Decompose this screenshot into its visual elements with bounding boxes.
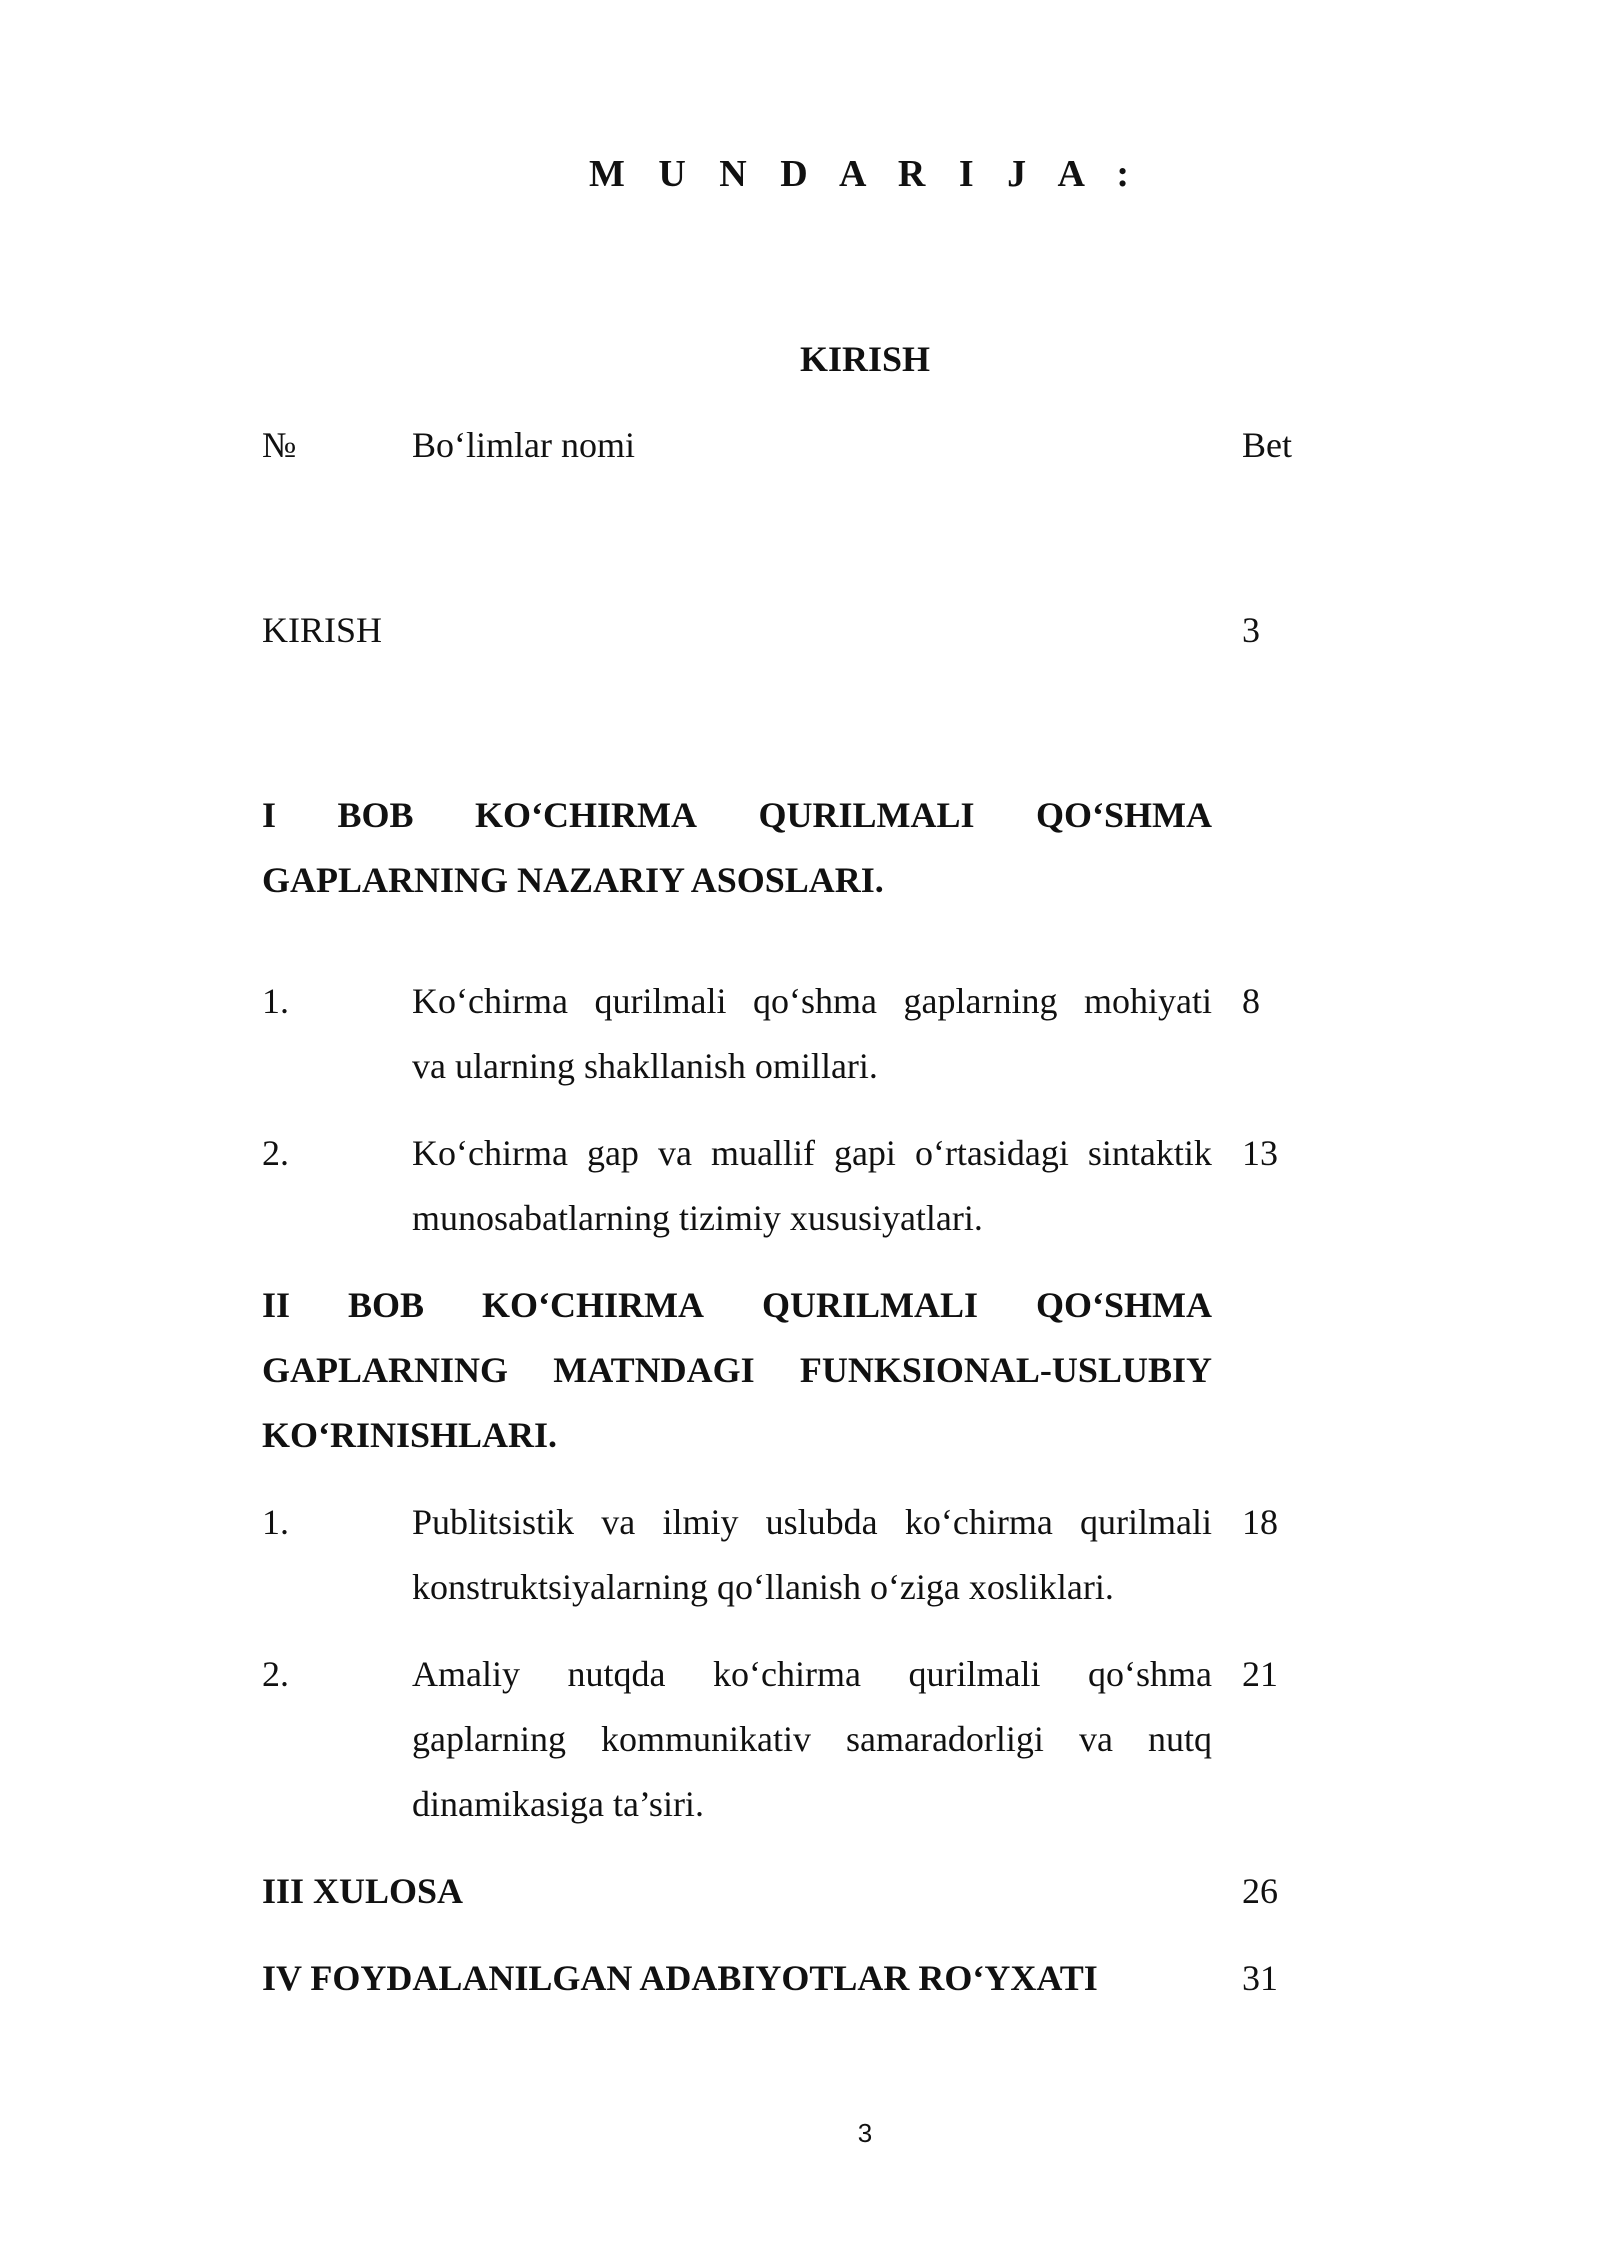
ch2-sec1-title-line1 bbox=[412, 1490, 1212, 1555]
ch1-sec2-page: 13 bbox=[1242, 1133, 1278, 1173]
ch2-sec1-number: 1. bbox=[262, 1502, 289, 1542]
toc-word: Ko‘chirma bbox=[412, 981, 568, 1021]
ch2-sec1-page: 18 bbox=[1242, 1502, 1278, 1542]
toc-word: o‘rtasidagi bbox=[914, 1133, 1069, 1173]
toc-word: va bbox=[657, 1133, 692, 1173]
ch2-sec2-title-line3: dinamikasiga ta’siri. bbox=[412, 1784, 704, 1824]
document-title: M U N D A R I J A : bbox=[588, 153, 1142, 195]
ch2-sec2-number: 2. bbox=[262, 1654, 289, 1694]
toc-word: qurilmali bbox=[1080, 1502, 1212, 1542]
toc-word: Ko‘chirma bbox=[412, 1133, 568, 1173]
number-column-header: № bbox=[262, 425, 297, 465]
page-column-header: Bet bbox=[1242, 425, 1292, 465]
ch1-sec2-title-line2: munosabatlarning tizimiy xususiyatlari. bbox=[412, 1198, 983, 1238]
chapter1-heading-line1 bbox=[262, 783, 1212, 848]
toc-word: muallif bbox=[710, 1133, 815, 1173]
chapter2-heading-word: II bbox=[262, 1285, 291, 1325]
toc-word: ko‘chirma bbox=[713, 1654, 861, 1694]
ch1-sec1-title-line2: va ularning shakllanish omillari. bbox=[412, 1046, 878, 1086]
chapter1-heading-word: KO‘CHIRMA bbox=[475, 795, 697, 835]
chapter1-heading-word: QURILMALI bbox=[758, 795, 975, 835]
toc-word: ko‘chirma bbox=[904, 1502, 1053, 1542]
ch2-sec1-title-line2: konstruktsiyalarning qo‘llanish o‘ziga xosliklari. bbox=[412, 1567, 1114, 1607]
ch2-sec2-title-line2 bbox=[412, 1707, 1212, 1772]
chapter1-heading-word: I bbox=[262, 795, 277, 835]
toc-word: Publitsistik bbox=[412, 1502, 575, 1542]
toc-word: gapi bbox=[833, 1133, 896, 1173]
intro-heading: KIRISH bbox=[799, 339, 931, 379]
toc-word: kommunikativ bbox=[600, 1719, 811, 1759]
toc-references-label: IV FOYDALANILGAN ADABIYOTLAR RO‘YXATI bbox=[262, 1958, 1098, 1998]
toc-intro-label: KIRISH bbox=[262, 610, 383, 650]
toc-word: mohiyati bbox=[1083, 981, 1212, 1021]
toc-word: qurilmali bbox=[594, 981, 727, 1021]
toc-word: sintaktik bbox=[1087, 1133, 1212, 1173]
ch1-sec1-number: 1. bbox=[262, 981, 289, 1021]
toc-word: qurilmali bbox=[908, 1654, 1041, 1694]
ch1-sec2-title-line1 bbox=[412, 1121, 1212, 1186]
toc-word: qo‘shma bbox=[1088, 1654, 1212, 1694]
toc-word: va bbox=[1078, 1719, 1113, 1759]
toc-intro-page: 3 bbox=[1242, 610, 1260, 650]
chapter2-heading-line2 bbox=[262, 1338, 1212, 1403]
toc-conclusion-page: 26 bbox=[1242, 1871, 1278, 1911]
chapter1-heading-word: QO‘SHMA bbox=[1036, 795, 1212, 835]
toc-word: gaplarning bbox=[412, 1719, 566, 1759]
chapter2-heading-word: KO‘CHIRMA bbox=[482, 1285, 704, 1325]
ch2-sec2-title-line1 bbox=[412, 1642, 1212, 1707]
chapter2-heading-word: QURILMALI bbox=[761, 1285, 978, 1325]
chapter2-heading-word: MATNDAGI bbox=[553, 1350, 755, 1390]
toc-word: Amaliy bbox=[412, 1654, 520, 1694]
chapter1-heading-line2: GAPLARNING NAZARIY ASOSLARI. bbox=[262, 860, 884, 900]
toc-word: nutq bbox=[1147, 1719, 1212, 1759]
chapter2-heading-word: FUNKSIONAL-USLUBIY bbox=[799, 1350, 1212, 1390]
toc-word: nutqda bbox=[567, 1654, 666, 1694]
toc-references-page: 31 bbox=[1242, 1958, 1278, 1998]
chapter2-heading-word: BOB bbox=[348, 1285, 425, 1325]
chapter2-heading-word: QO‘SHMA bbox=[1035, 1285, 1212, 1325]
ch1-sec2-number: 2. bbox=[262, 1133, 289, 1173]
chapter1-heading-word: BOB bbox=[337, 795, 414, 835]
ch1-sec1-page: 8 bbox=[1242, 981, 1260, 1021]
toc-word: va bbox=[601, 1502, 636, 1542]
name-column-header: Bo‘limlar nomi bbox=[412, 425, 635, 465]
toc-word: gap bbox=[586, 1133, 639, 1173]
ch2-sec2-page: 21 bbox=[1242, 1654, 1278, 1694]
page-number: 3 bbox=[857, 2118, 873, 2148]
chapter2-heading-line1 bbox=[262, 1273, 1212, 1338]
toc-word: qo‘shma bbox=[752, 981, 877, 1021]
chapter2-heading-line3: KO‘RINISHLARI. bbox=[262, 1415, 558, 1455]
toc-word: ilmiy bbox=[662, 1502, 739, 1542]
toc-word: gaplarning bbox=[903, 981, 1058, 1021]
ch1-sec1-title-line1 bbox=[412, 969, 1212, 1034]
toc-word: uslubda bbox=[765, 1502, 878, 1542]
chapter2-heading-word: GAPLARNING bbox=[262, 1350, 509, 1390]
toc-word: samaradorligi bbox=[845, 1719, 1044, 1759]
toc-conclusion-label: III XULOSA bbox=[262, 1871, 464, 1911]
